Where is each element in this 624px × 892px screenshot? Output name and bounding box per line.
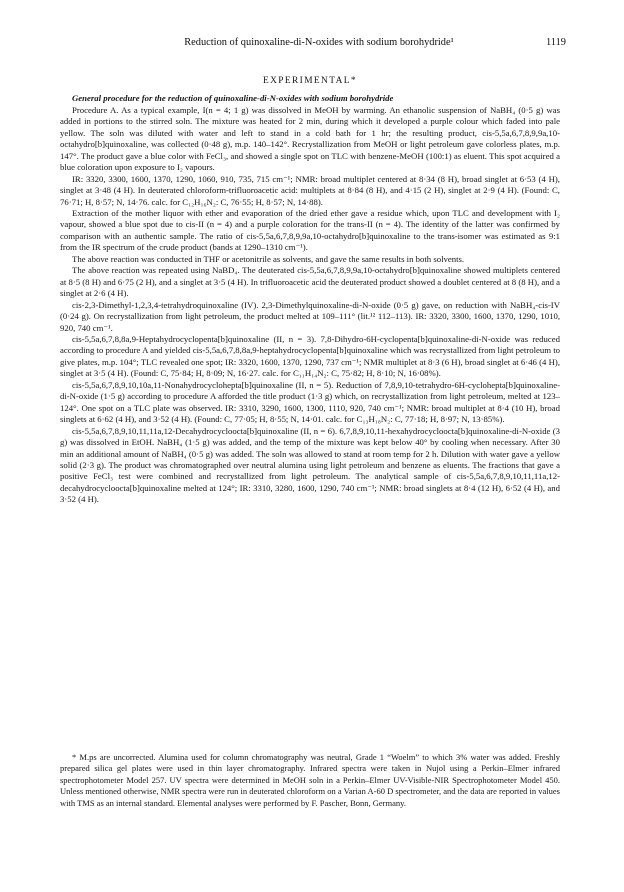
paragraph-nonahydro: cis-5,5a,6,7,8,9,10,10a,11-Nonahydrocyclohepta[b]quinoxaline (II, n = 5). Reduction of 7,8,9,10-tetrahydro-6H-cyclohepta[b]quinoxaline-di-N-oxide (1·5 g) according to procedure A afforded the title product (1·3 g) which, on recrystallization from light petroleum, melted at 123–124°. One spot on a TLC plate was observed. IR: 3310, 3290, 1600, 1300, 1110, 920, 740 cm⁻¹; NMR: broad multiplet at 8·4 (10 H), broad singlets at 6·62 (4 H), and 3·52 (4 H). (Found: C, 77·05; H, 8·55; N, 14·01. calc. for C₁₃H₁₈N₂: C, 77·18; H, 8·97; N, 13·85%). (60, 379, 560, 425)
paragraph-decahydro: cis-5,5a,6,7,8,9,10,11,11a,12-Decahydrocycloocta[b]quinoxaline (II, n = 6). 6,7,8,9,10,11-hexahydrocycloocta[b]quinoxaline-di-N-oxide (3 g) was dissolved in EtOH. NaBH₄ (1·5 g) was added, and the temp of the mixture was kept below 40° by cooling when necessary. After 30 min an additional amount of NaBH₄ (0·5 g) was added. The soln was allowed to stand at room temp for 2 h. Dilution with water gave a yellow solid (2·3 g). The product was chromatographed over neutral alumina using light petroleum and benzene as eluents. The fractions that gave a positive FeCl₃ test were combined and recrystallized from light petroleum. The analytical sample of cis-5,5a,6,7,8,9,10,11,11a,12-decahydrocycloocta[b]quinoxaline melted at 124°; IR: 3310, 3280, 1600, 1290, 740 cm⁻¹; NMR: broad singlets at 8·4 (12 H), 6·52 (4 H), and 3·52 (4 H). (60, 425, 560, 505)
section-heading: EXPERIMENTAL* (262, 76, 357, 86)
page-number: 1119 (545, 37, 566, 48)
paragraph-solvents: The above reaction was conducted in THF or acetonitrile as solvents, and gave the same results in both solvents. (72, 253, 465, 264)
footnote (60, 752, 560, 809)
running-title: Reduction of quinoxaline-di-N-oxides with sodium borohydride¹ (184, 37, 454, 48)
paragraph-dimethyl: cis-2,3-Dimethyl-1,2,3,4-tetrahydroquinoxaline (IV). 2,3-Dimethylquinoxaline-di-N-oxide (0·5 g) gave, on reduction with NaBH₄-cis-IV (0·24 g). On recrystallization from light petroleum, the product melted at 109–111° (lit.¹² 112–113). IR: 3320, 3300, 1600, 1370, 1290, 1010, 920, 740 cm⁻¹. (60, 299, 560, 333)
running-head (72, 36, 566, 49)
paragraph-spectral-data: IR: 3320, 3300, 1600, 1370, 1290, 1060, 910, 735, 715 cm⁻¹; NMR: broad multiplet centered at 8·34 (8 H), broad singlet at 6·53 (4 H), singlet at 3·48 (4 H). In deuterated chloroform-trifluoroacetic acid: multiplets at 8·84 (8 H), and 4·15 (2 H), singlet at 2·9 (4 H). (Found: C, 76·71; H, 8·57; N, 14·76. calc. for C₁₂H₁₆N₂: C, 76·55; H, 8·57; N, 14·88). (60, 173, 560, 207)
procedure-subheading: General procedure for the reduction of quinoxaline-di-N-oxides with sodium borohydride (72, 93, 394, 104)
paragraph-heptahydro: cis-5,5a,6,7,8,8a,9-Heptahydrocyclopenta[b]quinoxaline (II, n = 3). 7,8-Dihydro-6H-cyclopenta[b]quinoxaline-di-N-oxide was reduced according to procedure A and yielded cis-5,5a,6,7,8,8a,9-heptahydrocyclopenta[b]quinoxaline which was recrystallized from light petroleum to give plates, m.p. 104°; TLC revealed one spot; IR: 3320, 1600, 1370, 1290, 737 cm⁻¹; NMR multiplet at 8·3 (6 H), broad singlet at 6·46 (4 H), singlet at 3·5 (4 H). (Found: C, 75·84; H, 8·09; N, 16·27. calc. for C₁₁H₁₄N₂: C, 75·82; H, 8·10; N, 16·08%). (60, 333, 560, 379)
footnote-text: * M.ps are uncorrected. Alumina used for column chromatography was neutral, Grade 1 “Woelm” to which 3% water was added. Freshly prepared silica gel plates were used in thin layer chromatography. Infrared spectra were taken in Nujol using a Perkin–Elmer infrared spectrophotometer Model 257. UV spectra were determined in MeOH soln in a Perkin–Elmer UV-Visible-NIR Spectrophotometer Model 450. Unless mentioned otherwise, NMR spectra were run in deuterated chloroform on a Varian A-60 D spectrometer, and the data are reported in values with TMS as an internal standard. Elemental analyses were performed by F. Pascher, Bonn, Germany. (60, 752, 560, 808)
paragraph-mother-liquor: Extraction of the mother liquor with ether and evaporation of the dried ether gave a residue which, upon TLC and development with I₂ vapour, showed a blue spot due to cis-II (n = 4) and a purple coloration for the trans-II (n = 4). The identity of the latter was confirmed by comparison with an authentic sample. The ratio of cis-5,5a,6,7,8,9,9a,10-octahydro[b]quinoxaline to the trans-isomer was estimated as 9:1 from the IR spectrum of the crude product (bands at 1290–1310 cm⁻¹). (60, 207, 560, 253)
paragraph-procedure-a: Procedure A. As a typical example, I(n = 4; 1 g) was dissolved in MeOH by warming. An ethanolic suspension of NaBH₄ (0·5 g) was added in portions to the stirred soln. The mixture was heated for 2 min, during which it developed a purple colour which faded into pale yellow. The soln was diluted with water and left to stand in a cold bath for 1 hr; the resulting product, cis-5,5a,6,7,8,9,9a,10-octahydro[b]quinoxaline, was collected (0·48 g), m.p. 140–142°. Recrystallization from MeOH or light petroleum gave colorless plates, m.p. 147°. The product gave a blue color with FeCl₃, and showed a single spot on TLC with benzene-MeOH (100:1) as eluent. This spot acquired a blue coloration upon exposure to I₂ vapours. (60, 104, 560, 173)
paragraph-nabd4: The above reaction was repeated using NaBD₄. The deuterated cis-5,5a,6,7,8,9,9a,10-octahydro[b]quinoxaline showed multiplets centered at 8·5 (8 H) and 6·75 (2 H), and a singlet at 3·5 (4 H). In trifluoroacetic acid the deuterated product showed a doublet centered at 8 (8 H), and a singlet at 2·6 (4 H). (60, 265, 560, 299)
article-body (60, 76, 560, 506)
